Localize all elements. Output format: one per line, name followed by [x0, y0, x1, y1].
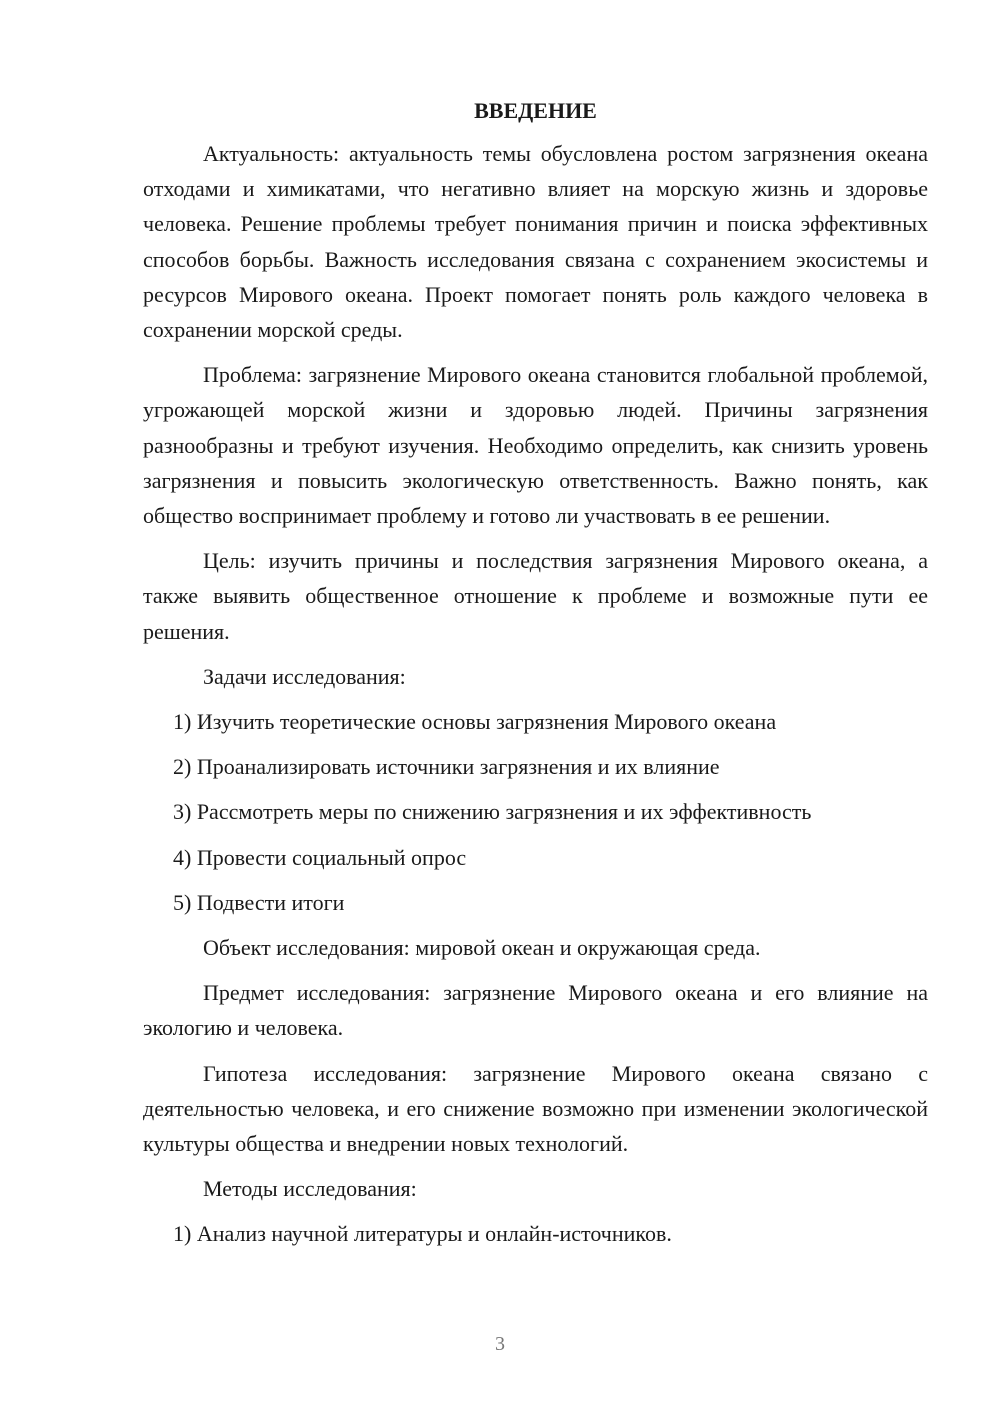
goal-paragraph: Цель: изучить причины и последствия загрязнения Мирового океана, а также выявить общественное отношение к проблеме и возможные пути ее решения.: [143, 548, 928, 644]
hypothesis-paragraph: Гипотеза исследования: загрязнение Мирового океана связано с деятельностью человека, и его снижение возможно при изменении экологической культуры общества и внедрении новых технологий.: [143, 1060, 928, 1157]
subject-paragraph: Предмет исследования: загрязнение Мирового океана и его влияние на экологию и человека.: [143, 980, 928, 1041]
section-heading: ВВЕДЕНИЕ: [474, 98, 597, 123]
task-item: 1) Изучить теоретические основы загрязнения Мирового океана: [173, 709, 777, 735]
document-page: [143, 96, 928, 1262]
relevance-paragraph: Актуальность: актуальность темы обусловлена ростом загрязнения океана отходами и химикатами, что негативно влияет на морскую жизнь и здоровье человека. Решение проблемы требует понимания причин и поиска эффективных способов борьбы. Важность исследования связана с сохранением экосистемы и ресурсов Мирового океана. Проект помогает понять роль каждого человека в сохранении морской среды.: [143, 141, 928, 343]
object-paragraph: Объект исследования: мировой океан и окружающая среда.: [203, 935, 761, 961]
task-item: 5) Подвести итоги: [173, 889, 345, 915]
task-item: 2) Проанализировать источники загрязнения и их влияние: [173, 754, 720, 780]
problem-paragraph: Проблема: загрязнение Мирового океана становится глобальной проблемой, угрожающей морской жизни и здоровью людей. Причины загрязнения разнообразны и требуют изучения. Необходимо определить, как снизить уровень загрязнения и повысить экологическую ответственность. Важно понять, как общество воспринимает проблему и готово ли участвовать в ее решении.: [143, 362, 928, 529]
page-number: 3: [495, 1333, 505, 1355]
methods-title: Методы исследования:: [203, 1176, 417, 1202]
task-item: 4) Провести социальный опрос: [173, 844, 467, 870]
tasks-title: Задачи исследования:: [203, 663, 406, 689]
task-item: 3) Рассмотреть меры по снижению загрязнения и их эффективность: [173, 799, 812, 825]
method-item: 1) Анализ научной литературы и онлайн-источников.: [173, 1221, 672, 1247]
